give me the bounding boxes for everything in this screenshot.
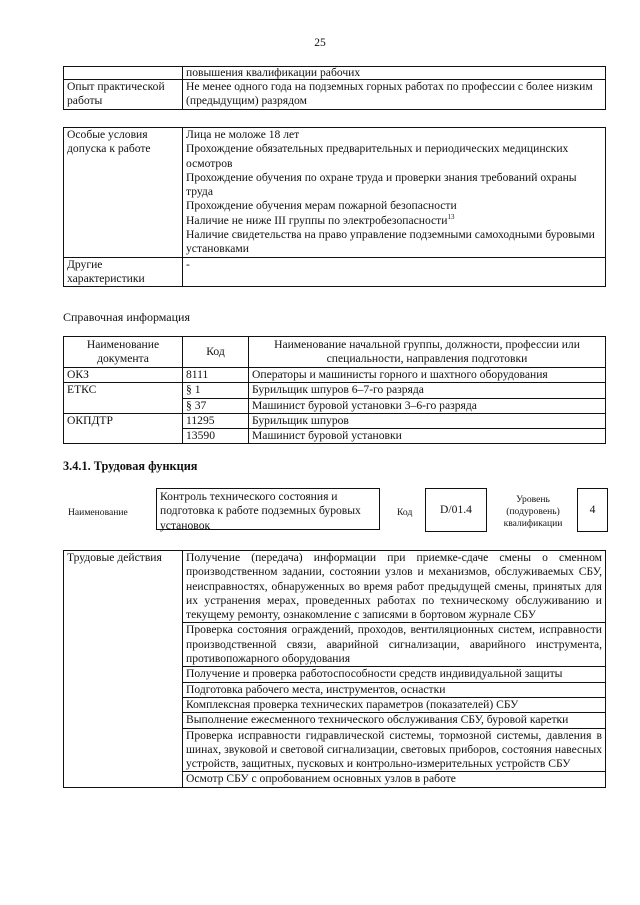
cell-name: Бурильщик шпуров: [249, 413, 606, 428]
action-item: Комплексная проверка технических параметров (показателей) СБУ: [183, 697, 606, 712]
col-header-name: Наименование начальной группы, должности, профессии или специальности, направления подготовки: [249, 337, 606, 368]
col-header-code: Код: [183, 337, 249, 368]
cell-code: 13590: [183, 429, 249, 444]
cell-doc: [64, 429, 183, 444]
function-level-value: 4: [589, 502, 596, 516]
cell-name: Бурильщик шпуров 6–7-го разряда: [249, 383, 606, 398]
cell-code: § 1: [183, 383, 249, 398]
row-value: Не менее одного года на подземных горных работах по профессии с более низким (предыдущим) разрядом: [183, 80, 606, 110]
footnote-mark: 13: [447, 212, 455, 221]
cell-code: § 37: [183, 398, 249, 413]
action-item: Выполнение ежесменного технического обслуживания СБУ, буровой каретки: [183, 713, 606, 728]
action-item: Проверка состояния ограждений, проходов, вентиляционных систем, исправности производственной связи, аварийной сигнализации, аварийного инструмента, противопожарного оборудования: [183, 623, 606, 667]
reference-table: [63, 336, 606, 444]
cell-name: Машинист буровой установки: [249, 429, 606, 444]
function-name-box: [156, 488, 380, 530]
function-code-value: D/01.4: [440, 502, 472, 516]
condition-item: Прохождение обучения по охране труда и проверки знания требований охраны труда: [186, 170, 577, 199]
function-level-label: Уровень (подуровень) квалификации: [503, 494, 563, 529]
reference-heading: Справочная информация: [63, 310, 190, 324]
condition-item-electro: [186, 214, 602, 228]
function-code-label: Код: [397, 507, 413, 518]
table-row: [64, 413, 606, 428]
cell-doc: ОКЗ: [64, 368, 183, 383]
action-item: Проверка исправности гидравлической системы, тормозной системы, давления в шинах, звуковой и световой сигнализации, световых приборов, состояния навесных устройств, защитных, пусковых и контрольно-измерительных устройств СБУ: [183, 728, 606, 772]
cell-code: 8111: [183, 368, 249, 383]
table-row: [64, 257, 606, 287]
function-name-label: Наименование: [68, 507, 128, 518]
function-heading: 3.4.1. Трудовая функция: [63, 459, 198, 473]
other-label: Другие характеристики: [64, 257, 183, 287]
action-item: Осмотр СБУ с опробованием основных узлов в работе: [183, 772, 606, 787]
action-item: Получение и проверка работоспособности средств индивидуальной защиты: [183, 667, 606, 682]
table-row: [64, 398, 606, 413]
actions-table: [63, 550, 606, 788]
actions-label: Трудовые действия: [64, 551, 183, 788]
table-row: [64, 551, 606, 623]
table-header-row: [64, 337, 606, 368]
action-item: Получение (передача) информации при приемке-сдаче смены о сменном производственном задании, состоянии узлов и механизмов, обслуживаемых СБУ, неисправностях, обнаруженных во время работ предыдущей смены, принятых для их устранения мерах, проведенных работах по техническому обслуживанию и текущему ремонту, ознакомление с записями в бортовом журнале СБУ: [183, 551, 606, 623]
cell-name: Операторы и машинисты горного и шахтного оборудования: [249, 368, 606, 383]
row-label: Опыт практической работы: [64, 80, 183, 110]
cell-doc: ОКПДТР: [64, 413, 183, 428]
table-row: [64, 368, 606, 383]
row-value: повышения квалификации рабочих: [183, 67, 606, 80]
table-row: [64, 128, 606, 258]
condition-item: Прохождение обучения мерам пожарной безопасности: [186, 199, 457, 213]
table-row: [64, 429, 606, 444]
conditions-table: [63, 127, 606, 287]
page-number: 25: [314, 37, 326, 49]
cell-code: 11295: [183, 413, 249, 428]
cell-doc: [64, 398, 183, 413]
function-name-value: Контроль технического состояния и подготовка к работе подземных буровых установок: [160, 490, 361, 532]
table-row: [64, 80, 606, 110]
cell-doc: ЕТКС: [64, 383, 183, 398]
condition-item: Лица не моложе 18 лет: [186, 128, 300, 141]
condition-item: Наличие не ниже III группы по электробезопасности: [186, 213, 448, 227]
function-level-box: [577, 488, 608, 532]
condition-item: Наличие свидетельства на право управление подземными самоходными буровыми установками: [186, 228, 595, 256]
conditions-label: Особые условия допуска к работе: [64, 128, 183, 258]
cell-name: Машинист буровой установки 3–6-го разряда: [249, 398, 606, 413]
col-header-doc: Наименование документа: [64, 337, 183, 368]
requirements-table: [63, 66, 606, 110]
row-label: [64, 67, 183, 80]
other-value: -: [183, 257, 606, 287]
action-item: Подготовка рабочего места, инструментов, оснастки: [183, 682, 606, 697]
conditions-list: [183, 128, 606, 258]
table-row: [64, 383, 606, 398]
function-code-box: [425, 488, 487, 532]
condition-item: Прохождение обязательных предварительных и периодических медицинских осмотров: [186, 142, 569, 170]
table-row: [64, 67, 606, 80]
